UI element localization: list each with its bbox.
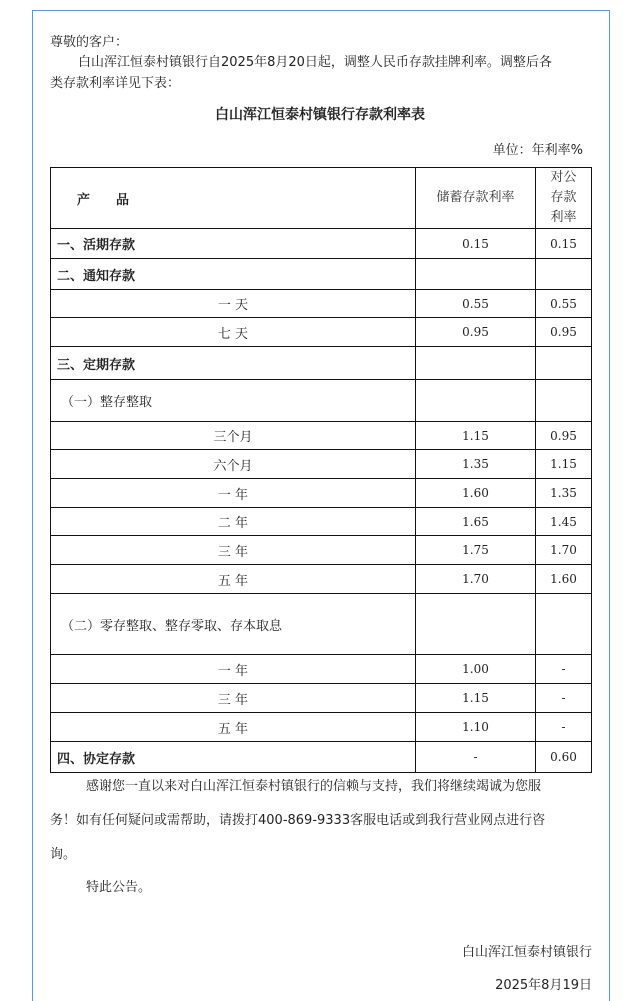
signature: 白山浑江恒泰村镇银行 — [461, 945, 592, 960]
table-row — [51, 594, 592, 655]
product-cell: 五 年 — [51, 565, 416, 594]
product-cell: 三个月 — [51, 422, 416, 450]
greeting: 尊敬的客户： — [50, 35, 129, 50]
table-row — [51, 347, 592, 380]
product-cell: 一、活期存款 — [51, 229, 416, 259]
savings-rate-cell: 1.15 — [416, 422, 536, 450]
header-corporate: 对公存款利率 — [536, 168, 592, 229]
table-row — [51, 713, 592, 742]
product-cell: 二、通知存款 — [51, 259, 416, 290]
savings-rate-cell: 1.15 — [416, 684, 536, 713]
closing-text: 感谢您一直以来对白山浑江恒泰村镇银行的信赖与支持，我们将继续竭诚为您服 — [86, 779, 542, 794]
product-cell: 三 年 — [51, 536, 416, 565]
table-row — [51, 684, 592, 713]
corporate-rate-cell — [536, 259, 592, 290]
corporate-rate-cell: 1.35 — [536, 479, 592, 508]
corporate-rate-cell: - — [536, 684, 592, 713]
savings-rate-cell — [416, 380, 536, 422]
savings-rate-cell: 0.15 — [416, 229, 536, 259]
savings-rate-cell: 1.10 — [416, 713, 536, 742]
savings-rate-cell — [416, 259, 536, 290]
product-cell: 二 年 — [51, 508, 416, 536]
corporate-rate-cell: 0.15 — [536, 229, 592, 259]
savings-rate-cell: 1.00 — [416, 655, 536, 684]
rate-table — [50, 167, 592, 773]
corporate-rate-cell — [536, 380, 592, 422]
corporate-rate-cell: 1.15 — [536, 450, 592, 479]
table-row — [51, 565, 592, 594]
table-row — [51, 380, 592, 422]
date: 2025年8月19日 — [495, 978, 592, 993]
product-cell: 六个月 — [51, 450, 416, 479]
product-cell: 四、协定存款 — [51, 742, 416, 773]
table-row — [51, 318, 592, 347]
table-row — [51, 479, 592, 508]
corporate-rate-cell: 1.45 — [536, 508, 592, 536]
product-cell: （一）整存整取 — [51, 380, 416, 422]
notice: 特此公告。 — [86, 880, 152, 895]
table-row — [51, 229, 592, 259]
savings-rate-cell: 1.70 — [416, 565, 536, 594]
table-row — [51, 422, 592, 450]
table-header-row — [51, 168, 592, 229]
corporate-rate-cell: 0.95 — [536, 318, 592, 347]
unit-label: 单位：年利率% — [492, 143, 583, 158]
savings-rate-cell: - — [416, 742, 536, 773]
table-row — [51, 536, 592, 565]
corporate-rate-cell: - — [536, 713, 592, 742]
savings-rate-cell: 1.65 — [416, 508, 536, 536]
product-cell: 一 年 — [51, 655, 416, 684]
product-cell: 一 年 — [51, 479, 416, 508]
product-cell: 三、定期存款 — [51, 347, 416, 380]
table-title: 白山浑江恒泰村镇银行存款利率表 — [215, 107, 425, 123]
savings-rate-cell: 0.55 — [416, 290, 536, 318]
product-cell: （二）零存整取、整存零取、存本取息 — [51, 594, 416, 655]
corporate-rate-cell: 1.60 — [536, 565, 592, 594]
savings-rate-cell — [416, 594, 536, 655]
corporate-rate-cell: - — [536, 655, 592, 684]
corporate-rate-cell: 0.95 — [536, 422, 592, 450]
table-row — [51, 655, 592, 684]
header-savings: 储蓄存款利率 — [416, 168, 536, 229]
savings-rate-cell: 0.95 — [416, 318, 536, 347]
corporate-rate-cell — [536, 594, 592, 655]
table-row — [51, 742, 592, 773]
product-cell: 一 天 — [51, 290, 416, 318]
savings-rate-cell: 1.60 — [416, 479, 536, 508]
closing-text-cont: 务！如有任何疑问或需帮助，请拨打400-869-9333客服电话或到我行营业网点进行咨 — [50, 813, 546, 828]
table-row — [51, 450, 592, 479]
header-product: 产 品 — [51, 168, 416, 229]
corporate-rate-cell: 0.55 — [536, 290, 592, 318]
corporate-rate-cell — [536, 347, 592, 380]
product-cell: 三 年 — [51, 684, 416, 713]
table-row — [51, 508, 592, 536]
savings-rate-cell — [416, 347, 536, 380]
product-cell: 七 天 — [51, 318, 416, 347]
corporate-rate-cell: 0.60 — [536, 742, 592, 773]
table-row — [51, 290, 592, 318]
savings-rate-cell: 1.35 — [416, 450, 536, 479]
savings-rate-cell: 1.75 — [416, 536, 536, 565]
corporate-rate-cell: 1.70 — [536, 536, 592, 565]
table-row — [51, 259, 592, 290]
intro-text-cont: 类存款利率详见下表： — [50, 76, 181, 91]
closing-text-end: 询。 — [50, 847, 77, 862]
product-cell: 五 年 — [51, 713, 416, 742]
intro-text: 白山浑江恒泰村镇银行自2025年8月20日起，调整人民币存款挂牌利率。调整后各 — [78, 55, 552, 70]
